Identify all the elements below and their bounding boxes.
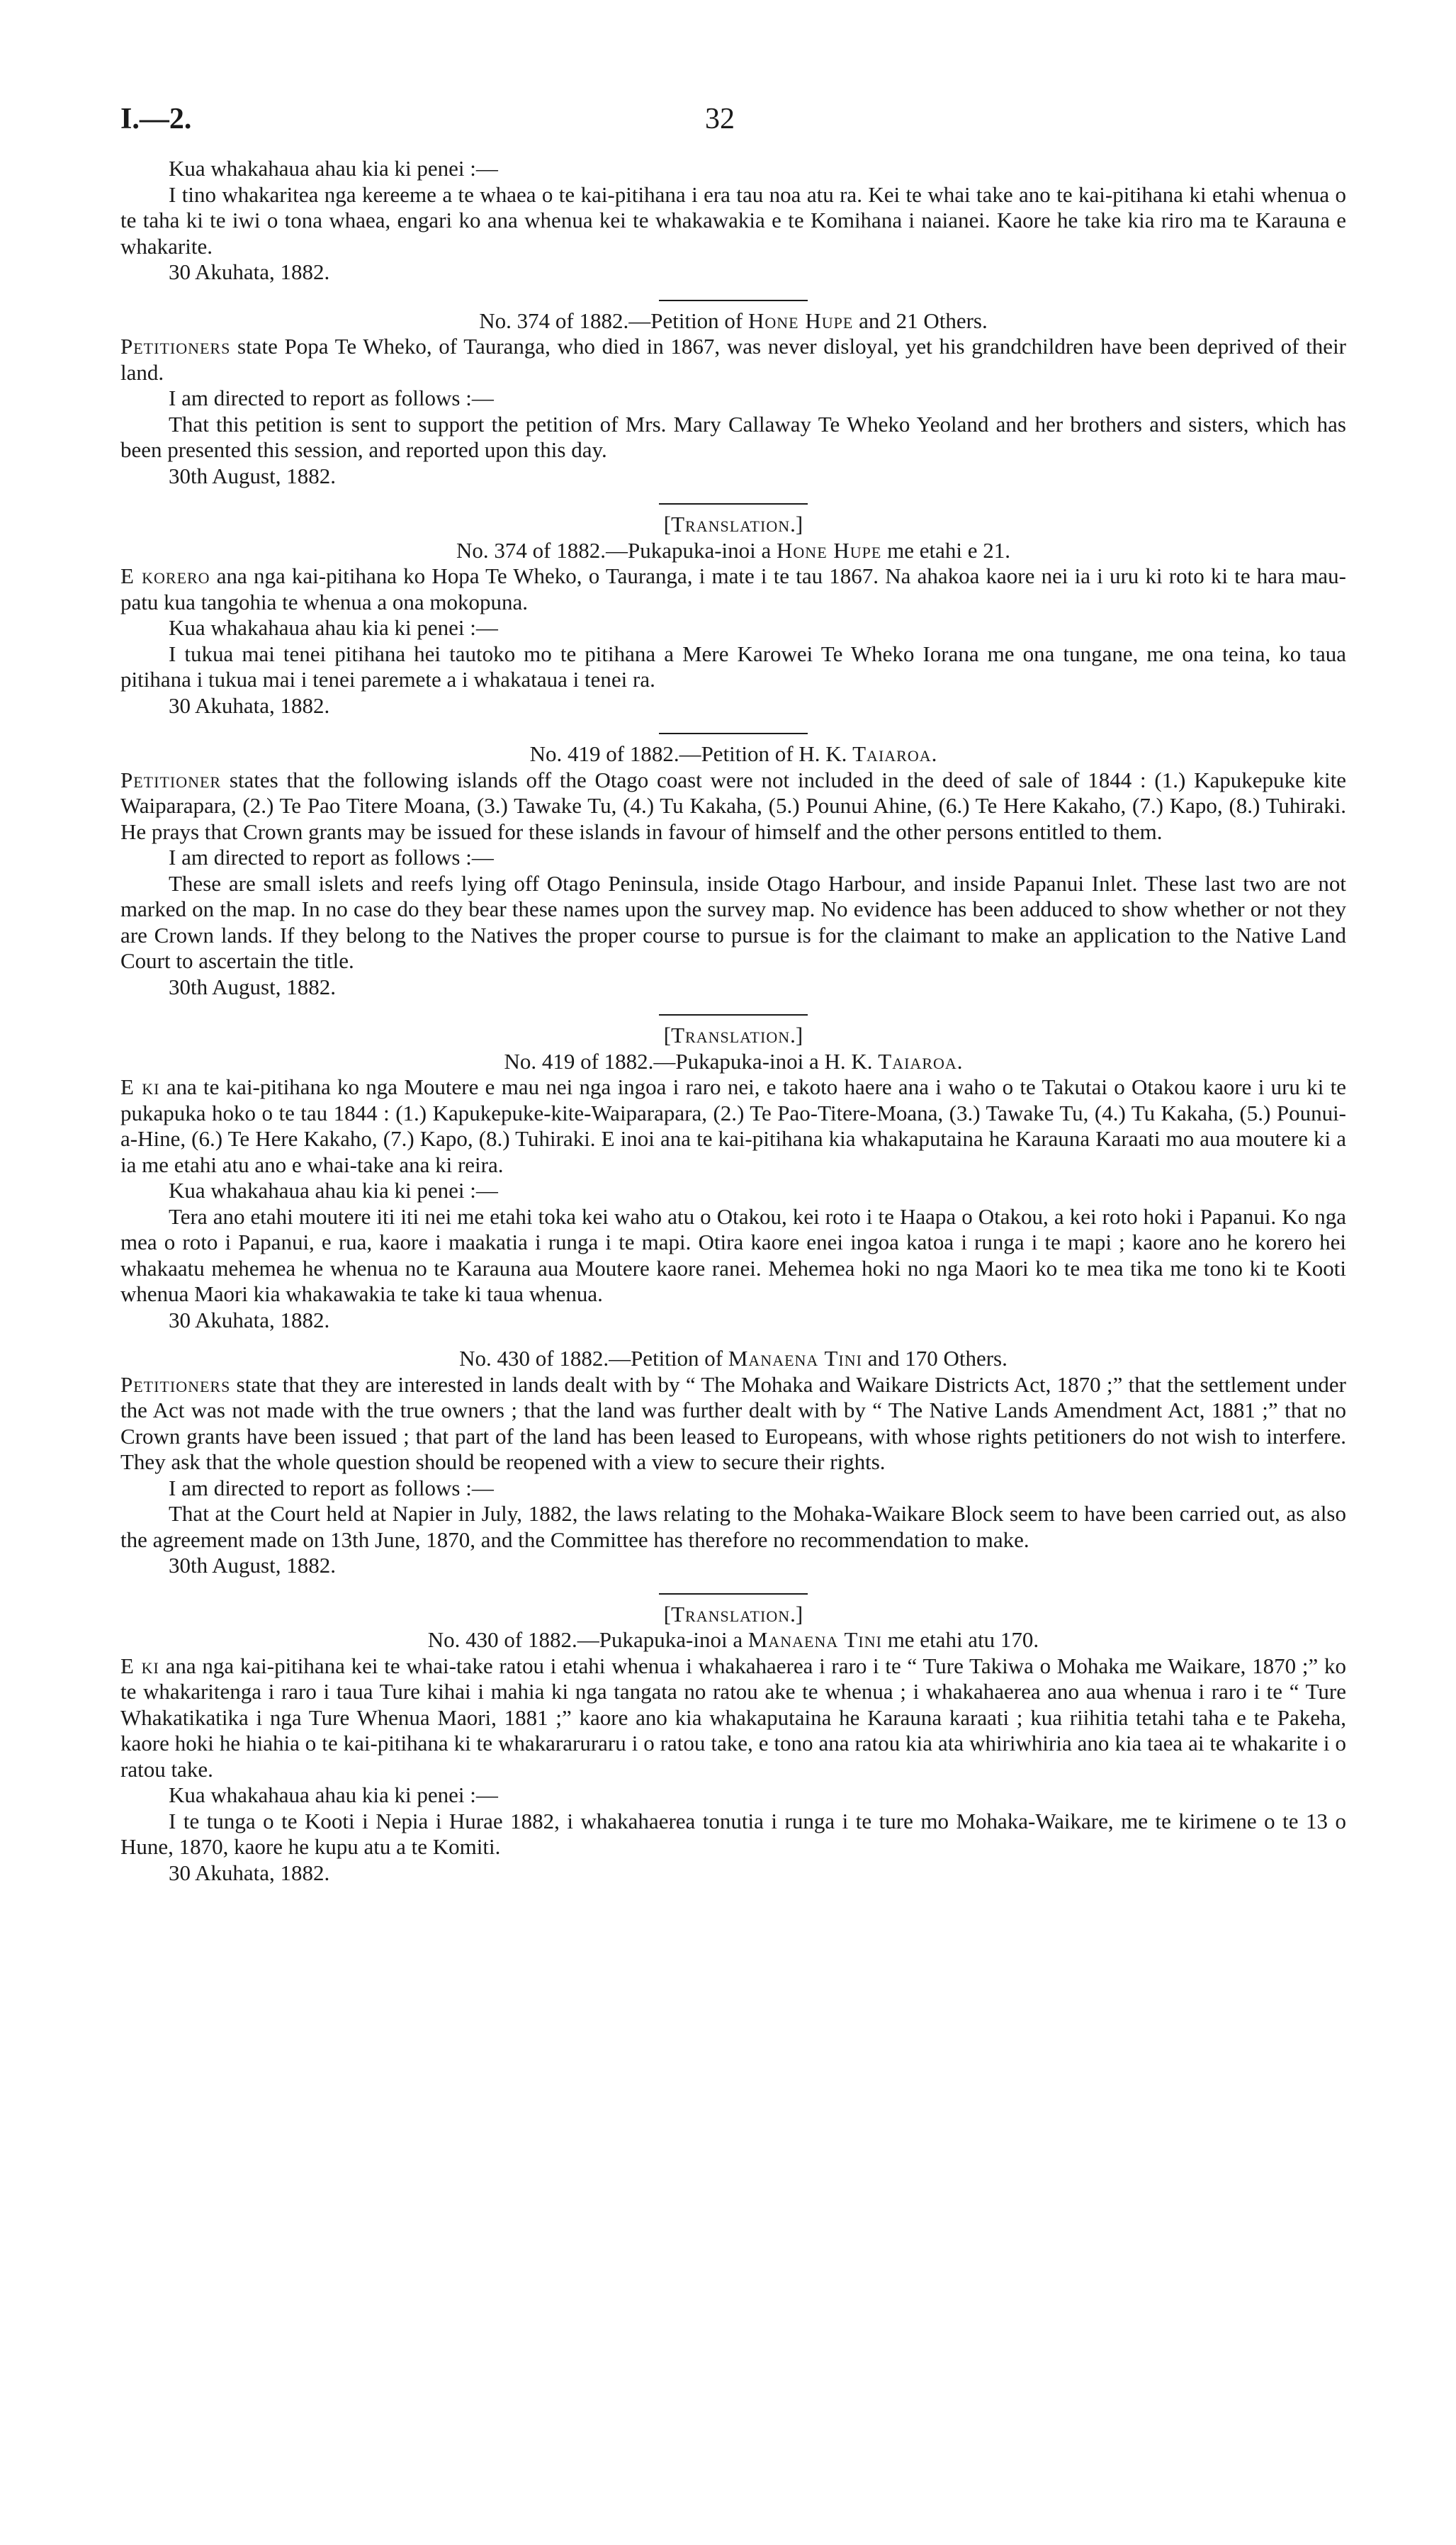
small-caps-name: E ki <box>120 1653 159 1678</box>
paragraph: I am directed to report as follows :— <box>169 1475 494 1500</box>
page-number: 32 <box>705 103 735 135</box>
small-caps-name: Petitioners <box>120 334 231 359</box>
petition-heading <box>120 1346 1346 1372</box>
section-divider <box>659 1593 808 1595</box>
petition-heading <box>120 538 1346 564</box>
document-body <box>120 156 1346 1886</box>
small-caps-name: Taiaroa <box>852 741 932 766</box>
report-date: 30 Akuhata, 1882. <box>169 1860 330 1885</box>
petition-heading <box>120 1023 1346 1049</box>
small-caps-name: Hone Hupe <box>777 537 882 563</box>
paragraph: I te tunga o te Kooti i Nepia i Hurae 1882, i whakahaerea tonutia i runga i te ture mo Mohaka-Waikare, me te kirimene o te 13 o Hune, 1870, kaore he kupu atu a te Komiti. <box>120 1808 1346 1859</box>
text-run: .] <box>790 512 803 536</box>
text-run: [ <box>663 1601 672 1627</box>
report-date: 30 Akuhata, 1882. <box>169 259 330 284</box>
text-run: No. 374 of 1882.—Petition of <box>479 308 749 333</box>
small-caps-name: E korero <box>120 563 210 588</box>
petition-heading <box>120 1049 1346 1075</box>
text-run: states that the following islands off the Otago coast were not included in the deed of sale of 1844 : (1.) Kapukepuke kite Waiparapara, (2.) Te Pao Titere Moana, (3.) Tawake Tu, (4.) Tu Kakaha, (5.) Pounui Ahine, (6.) Te Here Kakaho, (7.) Kapo, (8.) Tuhiraki. He prays that Crown grants may be issued for these islands in favour of himself and the other persons entitled to them. <box>120 767 1346 844</box>
report-date: 30 Akuhata, 1882. <box>169 1307 330 1332</box>
small-caps-name: Manaena Tini <box>728 1346 862 1371</box>
paragraph <box>120 1372 1346 1476</box>
paragraph <box>120 1074 1346 1178</box>
section-divider <box>659 300 808 301</box>
small-caps-name: Hone Hupe <box>748 308 854 333</box>
small-caps-name: Translation <box>671 1601 791 1627</box>
petition-heading <box>120 512 1346 538</box>
petition-heading <box>120 1602 1346 1628</box>
section-divider <box>659 1014 808 1016</box>
text-run: .] <box>790 1601 803 1627</box>
text-run: and 21 Others. <box>853 308 988 333</box>
report-date: 30th August, 1882. <box>169 974 336 999</box>
text-run: [ <box>663 1023 672 1047</box>
paragraph: That this petition is sent to support the petition of Mrs. Mary Callaway Te Wheko Yeoland and her brothers and sisters, which has been presented this session, and reported upon this day. <box>120 411 1346 462</box>
paragraph: Kua whakahaua ahau kia ki penei :— <box>169 156 498 181</box>
small-caps-name: Petitioners <box>120 1371 231 1397</box>
petition-heading <box>120 741 1346 768</box>
text-run: No. 419 of 1882.—Petition of H. K. <box>529 741 853 766</box>
paragraph: These are small islets and reefs lying off Otago Peninsula, inside Otago Harbour, and inside Papanui Inlet. These last two are not marked on the map. In no case do they bear these names upon the survey map. No evidence has been adduced to show whether or not they are Crown lands. If they belong to the Natives the proper course to pursue is for the claimant to make an application to the Native Land Court to ascertain the title. <box>120 870 1346 973</box>
section-divider <box>659 733 808 734</box>
text-run: state that they are interested in lands dealt with by “ The Mohaka and Waikare Districts Act, 1870 ;” that the settlement under the Act was not made with the true owners ; that the land was further dealt with by “ The Native Lands Amendment Act, 1881 ;” that no Crown grants have been issued ; that part of the land has been leased to Europeans, with whose rights petitioners do not wish to interfere. They ask that the whole question should be reopened with a view to secure their rights. <box>120 1371 1346 1474</box>
petition-heading <box>120 308 1346 335</box>
document-reference: I.—2. <box>120 103 192 135</box>
small-caps-name: E ki <box>120 1074 160 1099</box>
text-run: . <box>956 1048 963 1074</box>
document-page <box>120 103 1346 1886</box>
text-run: me etahi atu 170. <box>881 1627 1039 1652</box>
paragraph: I tino whakaritea nga kereeme a te whaea o te kai-pitihana i era tau noa atu ra. Kei te whai take ano te kai-pitihana ki etahi whenua o te taha ki te iwi o tona whaea, engari ko ana whenua kei te whakawakia e te Komihana i naianei. Kaore he take kia riro ma te Karauna e whakarite. <box>120 181 1346 259</box>
small-caps-name: Translation <box>671 1023 791 1047</box>
paragraph: I am directed to report as follows :— <box>169 845 494 870</box>
paragraph: That at the Court held at Napier in July, 1882, the laws relating to the Mohaka-Waikare Block seem to have been carried out, as also the agreement made on 13th June, 1870, and the Committee has therefore no recommendation to make. <box>120 1501 1346 1552</box>
small-caps-name: Translation <box>671 512 791 536</box>
paragraph <box>120 563 1346 615</box>
small-caps-name: Taiaroa <box>878 1048 957 1074</box>
text-run: No. 430 of 1882.—Petition of <box>459 1346 728 1371</box>
text-run: state Popa Te Wheko, of Tauranga, who died in 1867, was never disloyal, yet his grandchildren have been deprived of their land. <box>120 334 1346 385</box>
paragraph: Kua whakahaua ahau kia ki penei :— <box>169 1782 498 1807</box>
text-run: me etahi e 21. <box>881 537 1010 563</box>
paragraph: Kua whakahaua ahau kia ki penei :— <box>169 1178 498 1203</box>
text-run: .] <box>790 1023 803 1047</box>
paragraph: Tera ano etahi moutere iti iti nei me etahi toka kei waho atu o Otakou, kei roto i te Haapa o Otakou, a kei roto hoki i Papanui. Ko nga mea o roto i Papanui, e rua, kaore i maakatia i runga i te mapi. Otira kaore enei ingoa katoa i runga i te mapi ; kaore ano he korero hei whakaatu mehemea he whenua no te Karauna aua Moutere kaore ranei. Mehemea hoki no nga Maori ko te mea tika me tono ki te Kooti whenua Maori kia whakawakia te take ki taua whenua. <box>120 1203 1346 1306</box>
paragraph: I tukua mai tenei pitihana hei tautoko mo te pitihana a Mere Karowei Te Wheko Iorana me ona tungane, me ona teina, ko taua pitihana i tukua mai i tenei paremete a i whakataua i tenei ra. <box>120 641 1346 692</box>
report-date: 30th August, 1882. <box>169 463 336 488</box>
text-run: No. 374 of 1882.—Pukapuka-inoi a <box>456 537 777 563</box>
text-run: ana nga kai-pitihana kei te whai-take ratou i etahi whenua i whakahaerea i raro i te “ Ture Takiwa o Mohaka me Waikare, 1870 ;” ko te whakaritenga i raro i taua Ture kihai i mahia ki nga tangata no ratou ake te whenua ; i whakahaerea ano aua whenua i raro i te “ Ture Whakatikatika i nga Ture Whenua Maori, 1881 ;” kaore ano kia whakaputaina he Karauna karaati ; kua riihitia tetahi taha e te Pakeha, kaore hoki he hiahia o te kai-pitihana ki te whakararuraru i o ratou take, e tono ana ratou kia ata whiriwhiria ano kia taea ai te whakarite i o ratou take. <box>120 1653 1346 1782</box>
text-run: . <box>931 741 937 766</box>
small-caps-name: Manaena Tini <box>747 1627 882 1652</box>
text-run: No. 430 of 1882.—Pukapuka-inoi a <box>427 1627 748 1652</box>
running-head <box>120 103 1346 147</box>
text-run: ana nga kai-pitihana ko Hopa Te Wheko, o Tauranga, i mate i te tau 1867. Na ahakoa kaore nei ia i uru ki roto ki te hara mau-patu kua tangohia te whenua a ona mokopuna. <box>120 563 1346 614</box>
paragraph <box>120 1653 1346 1783</box>
paragraph: I am directed to report as follows :— <box>169 386 494 410</box>
text-run: ana te kai-pitihana ko nga Moutere e mau nei nga ingoa i raro nei, e takoto haere ana i waho o te Takutai o Otakou kaore i uru ki te pukapuka hoko o te tau 1844 : (1.) Kapukepuke-kite-Waiparapara, (2.) Te Pao-Titere-Moana, (3.) Tawake Tu, (4.) Tu Kakaha, (5.) Pounui-a-Hine, (6.) Te Here Kakaho, (7.) Kapo, (8.) Tuhiraki. E inoi ana te kai-pitihana kia whakaputaina he Karauna Karaati mo aua moutere ki a ia me etahi atu ano e whai-take ana ki reira. <box>120 1074 1346 1177</box>
paragraph: Kua whakahaua ahau kia ki penei :— <box>169 615 498 640</box>
report-date: 30 Akuhata, 1882. <box>169 692 330 718</box>
small-caps-name: Petitioner <box>120 767 222 792</box>
text-run: [ <box>663 512 672 536</box>
text-run: and 170 Others. <box>862 1346 1008 1371</box>
report-date: 30th August, 1882. <box>169 1553 336 1578</box>
text-run: No. 419 of 1882.—Pukapuka-inoi a H. K. <box>504 1048 879 1074</box>
petition-heading <box>120 1627 1346 1653</box>
paragraph <box>120 768 1346 845</box>
paragraph <box>120 334 1346 386</box>
section-divider <box>659 503 808 505</box>
